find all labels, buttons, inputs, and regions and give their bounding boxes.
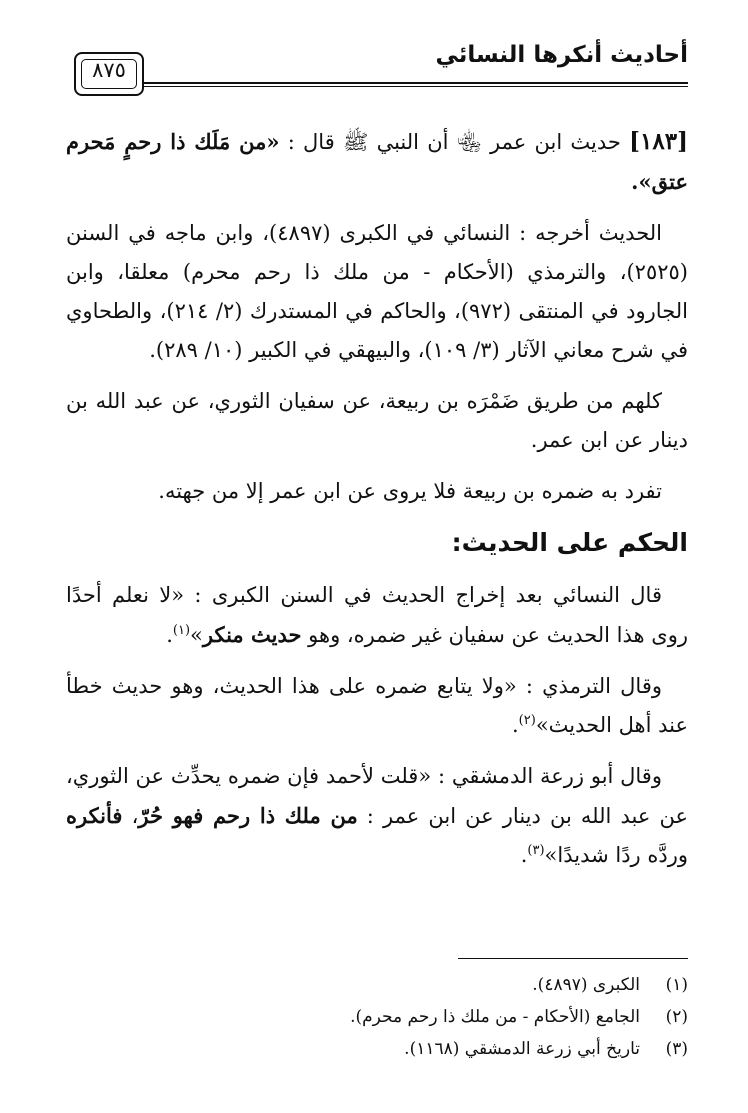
nasai-quote-close: » xyxy=(190,623,203,647)
footnote-2 xyxy=(66,1001,688,1033)
hadith-paragraph xyxy=(66,122,688,202)
abu-zura-comma: ، xyxy=(122,804,139,828)
abu-zura-end: . xyxy=(520,843,528,867)
hadith-number: [١٨٣] xyxy=(629,128,688,155)
header-rule-thin xyxy=(144,86,688,87)
tirmidhi-end: . xyxy=(511,713,519,737)
hadith-quote: «من مَلَك ذا رحمٍ مَحرم عتق». xyxy=(66,129,688,194)
chain-paragraph: كلهم من طريق ضَمْرَه بن ربيعة، عن سفيان الثوري، عن عبد الله بن دينار عن ابن عمر. xyxy=(66,389,688,452)
footnote-text: الجامع (الأحكام - من ملك ذا رحم محرم). xyxy=(350,1007,640,1027)
nasai-verdict: حديث منكر xyxy=(202,622,302,647)
nasai-paragraph xyxy=(66,576,688,655)
abu-zura-text: وقال أبو زرعة الدمشقي : «قلت لأحمد فإن ضمره يحدِّث عن الثوري، عن عبد الله بن دينار عن ابن عمر : xyxy=(66,764,688,828)
footnote-1 xyxy=(66,969,688,1001)
nasai-end: . xyxy=(166,623,173,647)
footnote-ref-3[interactable]: (٣) xyxy=(527,843,545,858)
page-number: ٨٧٥ xyxy=(92,58,126,82)
abu-zura-paragraph xyxy=(66,757,688,875)
running-title: أحاديث أنكرها النسائي xyxy=(435,42,688,68)
footnote-ref-1[interactable]: (١) xyxy=(172,623,191,638)
footnote-text: تاريخ أبي زرعة الدمشقي (١١٦٨). xyxy=(404,1039,640,1059)
page-number-frame xyxy=(74,52,144,96)
abu-zura-quoted-hadith: من ملك ذا رحم فهو حُرّ xyxy=(138,803,358,828)
tirmidhi-paragraph xyxy=(66,667,688,745)
header-rule xyxy=(144,82,688,84)
tirmidhi-text: وقال الترمذي : «ولا يتابع ضمره على هذا الحديث، وهو حديث خطأ عند أهل الحديث» xyxy=(66,674,688,737)
footnote-separator xyxy=(458,958,688,959)
abu-zura-denial: فأنكره xyxy=(66,803,123,828)
abu-zura-rest: وردَّه ردًا شديدًا» xyxy=(544,843,688,867)
hadith-intro: حديث ابن عمر ﵄ أن النبي ﷺ قال : xyxy=(279,130,630,154)
footnote-number: (١) xyxy=(665,975,688,995)
section-heading: الحكم على الحديث: xyxy=(451,528,688,557)
footnote-number: (٣) xyxy=(665,1039,688,1059)
nasai-text: قال النسائي بعد إخراج الحديث في السنن الكبرى : «لا نعلم أحدًا روى هذا الحديث عن سفيان غير ضمره، وهو xyxy=(66,583,688,647)
footnote-number: (٢) xyxy=(665,1007,688,1027)
main-text xyxy=(66,122,688,887)
footnotes xyxy=(66,958,688,1065)
footnote-3 xyxy=(66,1033,688,1065)
tafarrud-paragraph: تفرد به ضمره بن ربيعة فلا يروى عن ابن عمر إلا من جهته. xyxy=(158,479,662,503)
takhrij-paragraph: الحديث أخرجه : النسائي في الكبرى (٤٨٩٧)، وابن ماجه في السنن (٢٥٢٥)، والترمذي (الأحكام - من ملك ذا رحم محرم) معلقا، وابن الجارود في المنتقى (٩٧٢)، والحاكم في المستدرك (٢/ ٢١٤)، والطحاوي في شرح معاني الآثار (٣/ ١٠٩)، والبيهقي في الكبير (١٠/ ٢٨٩). xyxy=(66,221,688,362)
page-header xyxy=(62,38,688,108)
footnote-ref-2[interactable]: (٢) xyxy=(518,713,536,728)
footnote-text: الكبرى (٤٨٩٧). xyxy=(532,975,640,995)
